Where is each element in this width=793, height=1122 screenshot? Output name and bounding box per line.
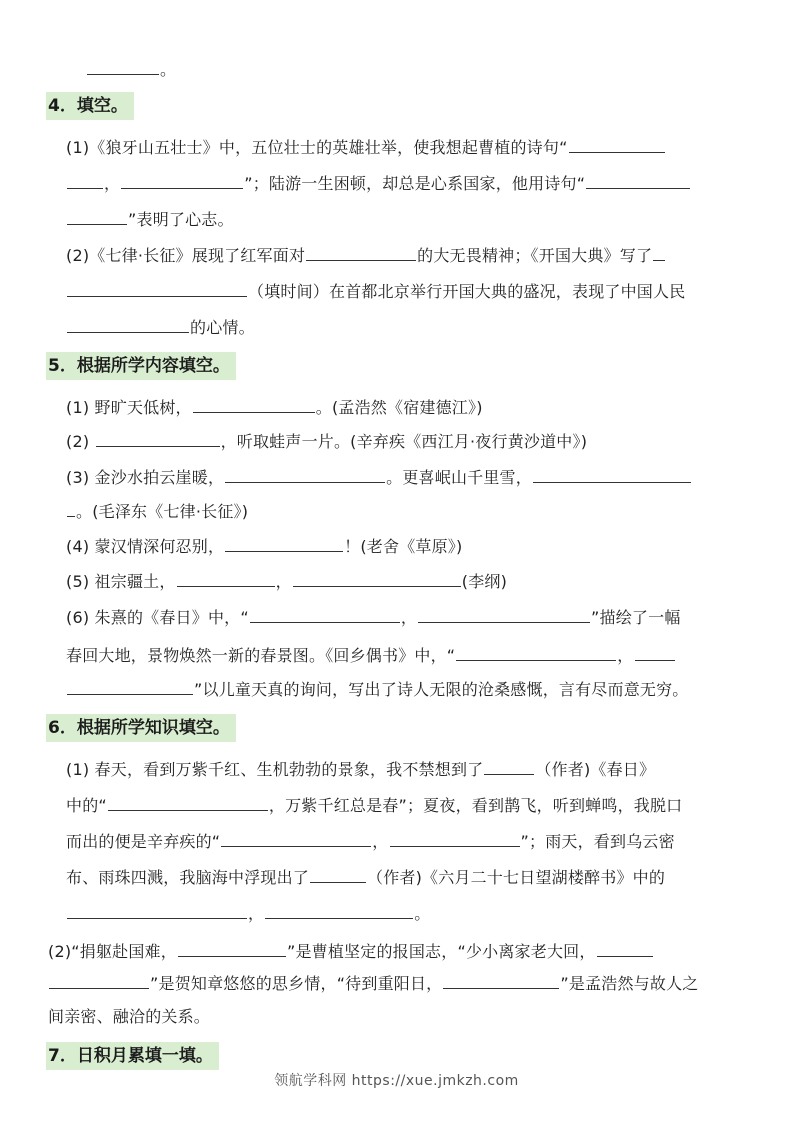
question-text: ， (104, 174, 121, 193)
s4-q1-line2 (66, 172, 691, 195)
question-text: ， (275, 572, 292, 591)
s4-q1-line3 (66, 208, 234, 231)
question-text: (3) 金沙水拍云崖暖， (66, 468, 225, 487)
answer-blank[interactable] (418, 606, 590, 623)
question-text: ！(老舍《草原》) (344, 537, 463, 556)
s5-q5 (66, 570, 507, 593)
question-text: 布、雨珠四溅，我脑海中浮现出了 (66, 868, 310, 887)
footer-watermark: 领航学科网 https://xue.jmkzh.com (274, 1073, 519, 1089)
question-text: (1)《狼牙山五壮士》中，五位壮士的英雄壮举，使我想起曹植的诗句“ (66, 138, 568, 157)
question-text: ”是孟浩然与故人之 (560, 974, 699, 993)
question-text: ”；雨天，看到乌云密 (520, 832, 675, 851)
section-7-heading: 7．日积月累填一填。 (46, 1042, 219, 1070)
s6-q1-line1 (66, 758, 655, 781)
question-text: 。 (414, 904, 431, 923)
answer-blank[interactable] (635, 644, 675, 661)
question-text: (1) 野旷天低树， (66, 398, 192, 417)
question-text: 间亲密、融洽的关系。 (48, 1007, 211, 1026)
question-text: (李纲) (461, 572, 508, 591)
s6-q1-line2 (66, 794, 682, 817)
question-text: ”是贺知章悠悠的思乡情，“待到重阳日， (150, 974, 443, 993)
answer-blank[interactable] (49, 972, 149, 989)
answer-blank[interactable] (225, 466, 385, 483)
question-text: ， (617, 646, 634, 665)
question-text: ”是曹植坚定的报国志，“少小离家老大回， (286, 942, 596, 961)
section-4-heading: 4．填空。 (46, 92, 134, 120)
answer-blank[interactable] (293, 570, 461, 587)
question-text: (2) (66, 432, 90, 451)
question-text: 的心情。 (190, 318, 255, 337)
s5-q6-line1 (66, 606, 681, 629)
s6-q2-line1 (48, 940, 654, 963)
question-text: 。更喜岷山千里雪， (386, 468, 532, 487)
question-text: (2)《七律·长征》展现了红军面对 (66, 246, 306, 265)
question-text: ， (400, 608, 418, 627)
question-text: ”；陆游一生困顿，却总是心系国家，他用诗句“ (244, 174, 586, 193)
question-text: 春回大地，景物焕然一新的春景图。《回乡偶书》中，“ (66, 646, 456, 665)
answer-blank[interactable] (443, 972, 559, 989)
s5-q4 (66, 535, 462, 558)
answer-blank[interactable] (484, 758, 534, 775)
s6-q1-line5 (66, 902, 430, 925)
s6-q2-line2 (48, 972, 698, 995)
s4-q2-line1 (66, 244, 666, 267)
answer-blank[interactable] (250, 606, 400, 623)
answer-blank[interactable] (121, 172, 243, 189)
s5-q1 (66, 396, 483, 419)
question-text: (4) 蒙汉情深何忍别， (66, 537, 225, 556)
answer-blank[interactable] (221, 830, 371, 847)
question-text: ”表明了心志。 (128, 210, 234, 229)
carryover-line (86, 58, 176, 81)
answer-blank[interactable] (67, 500, 75, 517)
s6-q1-line4 (66, 866, 665, 889)
question-text: 中的“ (66, 796, 107, 815)
question-text: (5) 祖宗疆土， (66, 572, 176, 591)
s5-q3-line2 (66, 500, 248, 523)
s4-q2-line3 (66, 316, 255, 339)
answer-blank[interactable] (177, 570, 275, 587)
answer-blank[interactable] (306, 244, 416, 261)
answer-blank[interactable] (108, 794, 268, 811)
question-text: 的大无畏精神；《开国大典》写了 (417, 246, 653, 265)
section-6-heading: 6．根据所学知识填空。 (46, 714, 236, 742)
answer-blank[interactable] (67, 208, 127, 225)
s4-q2-line2 (66, 280, 685, 303)
question-text: ，听取蛙声一片。(辛弃疾《西江月·夜行黄沙道中》) (220, 432, 588, 451)
answer-blank[interactable] (310, 866, 366, 883)
answer-blank[interactable] (390, 830, 520, 847)
section-5-heading: 5．根据所学内容填空。 (46, 352, 236, 380)
answer-blank[interactable] (225, 535, 343, 552)
answer-blank[interactable] (67, 172, 103, 189)
answer-blank[interactable] (67, 316, 189, 333)
question-text: 而出的便是辛弃疾的“ (66, 832, 221, 851)
answer-blank[interactable] (569, 136, 665, 153)
answer-blank[interactable] (456, 644, 616, 661)
answer-blank[interactable] (586, 172, 690, 189)
punctuation: 。 (160, 60, 177, 79)
answer-blank[interactable] (193, 396, 315, 413)
question-text: （作者)《六月二十七日望湖楼醉书》中的 (367, 868, 666, 887)
s5-q3-line1 (66, 466, 692, 489)
answer-blank[interactable] (67, 902, 247, 919)
s6-q1-line3 (66, 830, 675, 853)
question-text: （填时间）在首都北京举行开国大典的盛况，表现了中国人民 (248, 282, 686, 301)
s5-q2 (66, 430, 587, 453)
question-text: ，万紫千红总是春”；夏夜，看到鹊飞，听到蝉鸣，我脱口 (268, 796, 683, 815)
answer-blank[interactable] (87, 58, 159, 75)
answer-blank[interactable] (533, 466, 691, 483)
question-text: (2)“捐躯赴国难， (48, 942, 177, 961)
answer-blank[interactable] (597, 940, 653, 957)
s5-q6-line2 (66, 644, 676, 667)
question-text: （作者)《春日》 (535, 760, 656, 779)
answer-blank[interactable] (67, 280, 247, 297)
question-text: 。(孟浩然《宿建德江》) (315, 398, 483, 417)
answer-blank[interactable] (653, 244, 665, 261)
question-text: (6) 朱熹的《春日》中，“ (66, 608, 249, 627)
answer-blank[interactable] (265, 902, 413, 919)
question-text: 。(毛泽东《七律·长征》) (76, 502, 249, 521)
answer-blank[interactable] (178, 940, 286, 957)
s4-q1-line1 (66, 136, 666, 159)
question-text: ， (372, 832, 389, 851)
s6-q2-line3 (48, 1006, 210, 1028)
answer-blank[interactable] (96, 430, 220, 447)
question-text: (1) 春天，看到万紫千红、生机勃勃的景象，我不禁想到了 (66, 760, 484, 779)
question-text: ”以儿童天真的询问，写出了诗人无限的沧桑感慨，言有尽而意无穷。 (194, 680, 689, 699)
s5-q6-line3 (66, 678, 689, 701)
answer-blank[interactable] (67, 678, 193, 695)
question-text: ”描绘了一幅 (591, 608, 681, 627)
question-text: ， (248, 904, 265, 923)
